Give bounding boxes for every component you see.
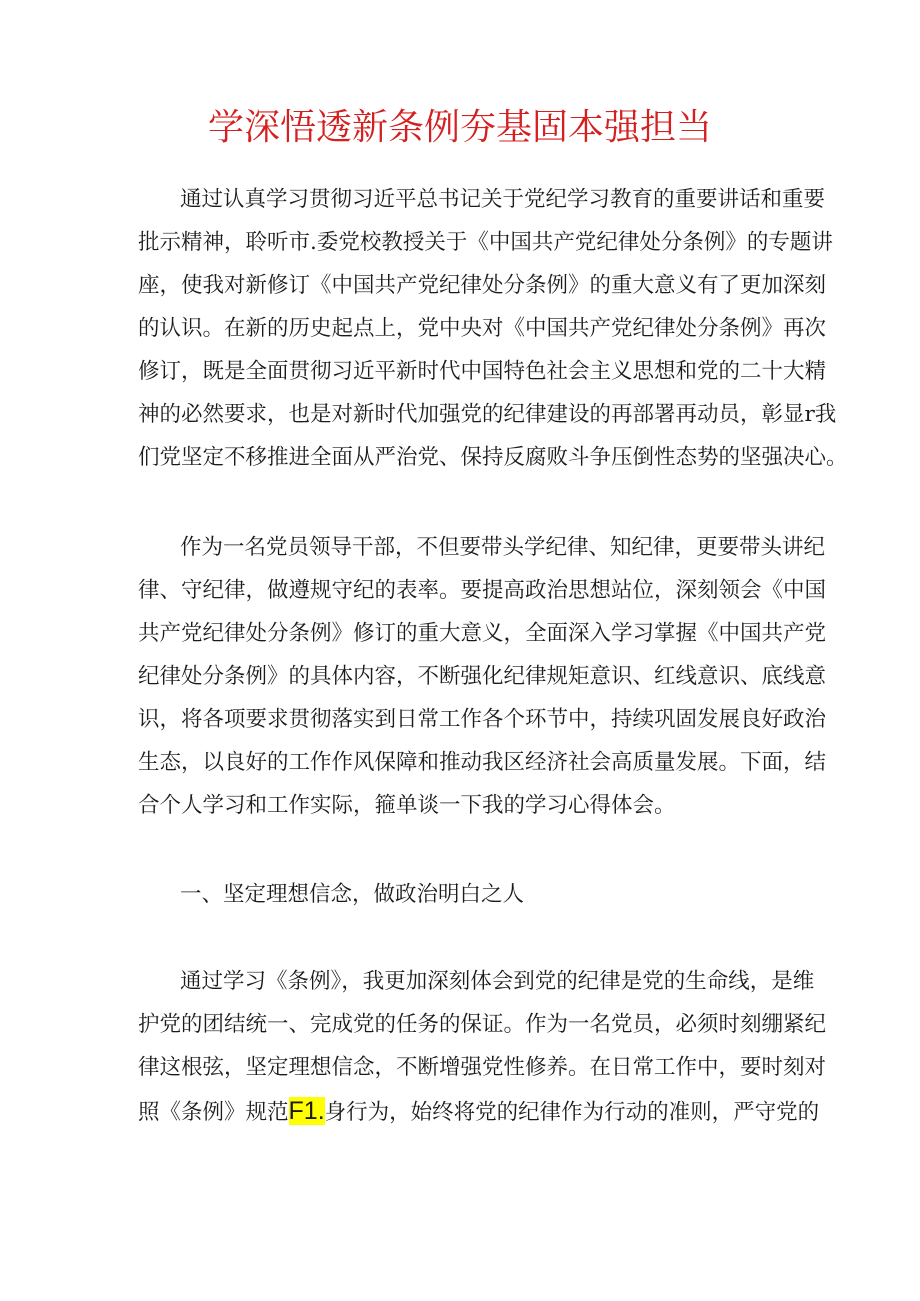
paragraph-2-line-2: 律、守纪律，做遵规守纪的表率。要提高政治思想站位，深刻领会《中国 (138, 578, 827, 603)
paragraph-2-line-5: 识，将各项要求贯彻落实到日常工作各个环节中，持续巩固发展良好政治 (138, 707, 827, 732)
paragraph-3-line-4 (138, 1096, 820, 1128)
paragraph-1-line-5: 修订，既是全面贯彻习近平新时代中国特色社会主义思想和党的二十大精 (138, 359, 827, 384)
paragraph-1-line-2: 批示精神，聆听市.委党校教授关于《中国共产党纪律处分条例》的专题讲 (138, 230, 833, 255)
paragraph-3-line-1: 通过学习《条例》，我更加深刻体会到党的纪律是党的生命线，是维 (180, 969, 815, 994)
line-text-after-highlight: 身行为，始终将党的纪律作为行动的准则，严守党的 (324, 1100, 820, 1125)
paragraph-1-line-7: 们党坚定不移推进全面从严治党、保持反腐败斗争压倒性态势的坚强决心。 (138, 445, 848, 470)
paragraph-2-line-7: 合个人学习和工作实际，箍单谈一下我的学习心得体会。 (138, 793, 676, 818)
paragraph-2-line-3: 共产党纪律处分条例》修订的重大意义，全面深入学习掌握《中国共产党 (138, 621, 827, 646)
paragraph-1-line-1: 通过认真学习贯彻习近平总书记关于党纪学习教育的重要讲话和重要 (180, 187, 826, 212)
paragraph-2-line-4: 纪律处分条例》的具体内容，不断强化纪律规矩意识、红线意识、底线意 (138, 664, 827, 689)
paragraph-2-line-6: 生态，以良好的工作作风保障和推动我区经济社会高质量发展。下面，结 (138, 750, 827, 775)
paragraph-3-line-2: 护党的团结统一、完成党的任务的保证。作为一名党员，必须时刻绷紧纪 (138, 1012, 827, 1037)
paragraph-2-line-1: 作为一名党员领导干部，不但要带头学纪律、知纪律，更要带头讲纪 (180, 535, 826, 560)
section-heading: 一、坚定理想信念，做政治明白之人 (180, 882, 525, 907)
paragraph-1-line-3: 座，使我对新修订《中国共产党纪律处分条例》的重大意义有了更加深刻 (138, 273, 827, 298)
paragraph-1-line-6: 神的必然要求，也是对新时代加强党的纪律建设的再部署再动员，彰显r我 (138, 402, 837, 427)
highlighted-text: F1. (288, 1097, 325, 1125)
paragraph-3-line-3: 律这根弦，坚定理想信念，不断增强党性修养。在日常工作中，要时刻对 (138, 1055, 827, 1080)
line-text-before-highlight: 照《条例》规范 (138, 1100, 289, 1125)
document-title: 学深悟透新条例夯基固本强担当 (207, 107, 712, 148)
paragraph-1-line-4: 的认识。在新的历史起点上，党中央对《中国共产党纪律处分条例》再次 (138, 316, 827, 341)
